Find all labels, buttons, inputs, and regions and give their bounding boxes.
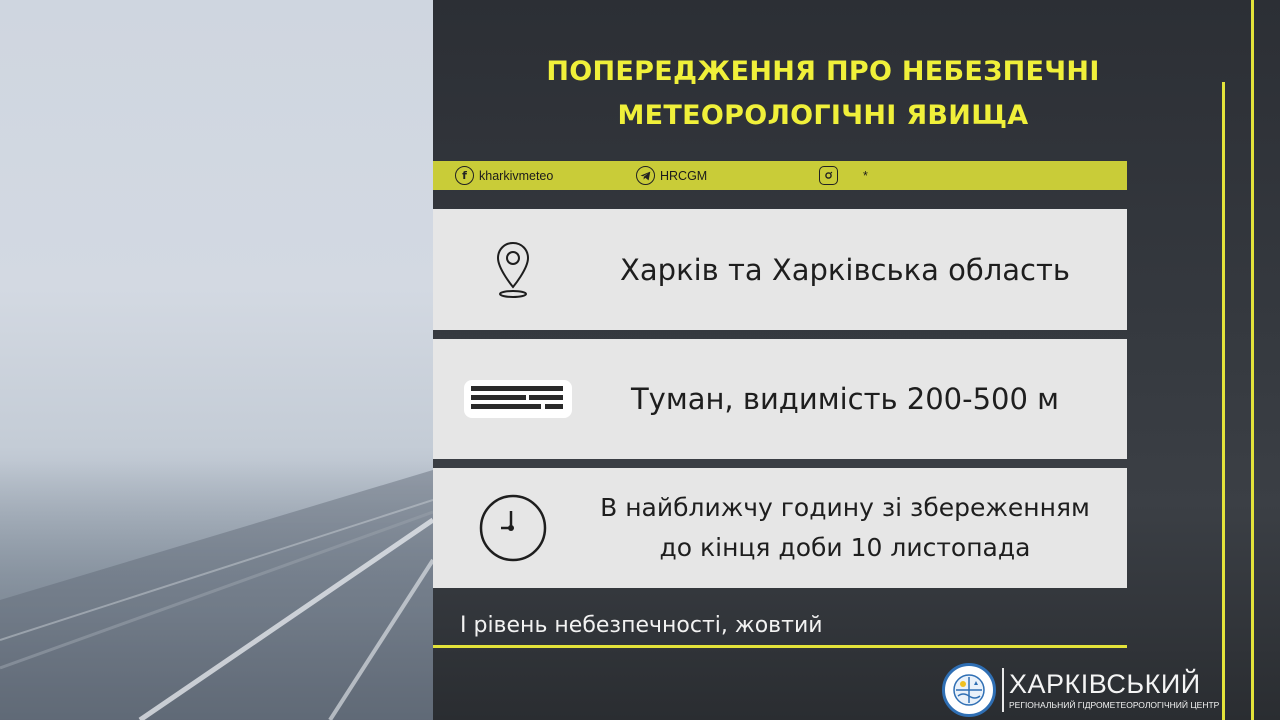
- phenomenon-card: [433, 339, 1127, 459]
- location-card: [433, 209, 1127, 330]
- location-text: [583, 209, 1107, 330]
- facebook-icon: f: [455, 166, 474, 185]
- logo-text: [1009, 670, 1219, 710]
- accent-line-vertical-2: [1251, 0, 1254, 720]
- time-card: [433, 468, 1127, 588]
- social-telegram[interactable]: [636, 164, 707, 187]
- instagram-icon: [819, 166, 838, 185]
- facebook-handle: kharkivmeteo: [479, 168, 554, 183]
- accent-line-vertical-1: [1222, 82, 1225, 720]
- clock-icon: [463, 468, 563, 588]
- social-bar: [433, 161, 1127, 190]
- logo: [942, 662, 1219, 718]
- time-text: [583, 468, 1107, 588]
- telegram-handle: HRCGM: [660, 168, 708, 183]
- instagram-handle: *: [863, 168, 868, 183]
- telegram-icon: [636, 166, 655, 185]
- road-lines: [0, 0, 433, 720]
- time-line-1: В найближчу годину зі збереженням: [600, 493, 1090, 522]
- social-instagram[interactable]: [819, 164, 868, 187]
- logo-separator: [1002, 668, 1004, 712]
- foggy-road-photo: [0, 0, 433, 720]
- map-pin-icon: [463, 209, 563, 330]
- warning-panel: [433, 0, 1280, 720]
- accent-line-horizontal: [433, 645, 1127, 648]
- title-line-2: МЕТЕОРОЛОГІЧНІ ЯВИЩА: [617, 100, 1029, 131]
- time-line-2: до кінця доби 10 листопада: [659, 533, 1031, 562]
- logo-name: ХАРКІВСЬКИЙ: [1009, 669, 1201, 699]
- title-line-1: ПОПЕРЕДЖЕННЯ ПРО НЕБЕЗПЕЧНІ: [546, 56, 1100, 87]
- warning-title: [533, 50, 1113, 138]
- fog-icon: [462, 339, 574, 459]
- location-label: Харків та Харківська область: [620, 252, 1070, 287]
- social-facebook[interactable]: [455, 164, 553, 187]
- phenomenon-text: [583, 339, 1107, 459]
- phenomenon-label: Туман, видимість 200-500 м: [630, 382, 1060, 416]
- danger-level: I рівень небезпечності, жовтий: [460, 613, 823, 638]
- hydromet-emblem-icon: [942, 663, 996, 717]
- logo-subtitle: РЕГІОНАЛЬНИЙ ГІДРОМЕТЕОРОЛОГІЧНИЙ ЦЕНТР: [1009, 700, 1220, 710]
